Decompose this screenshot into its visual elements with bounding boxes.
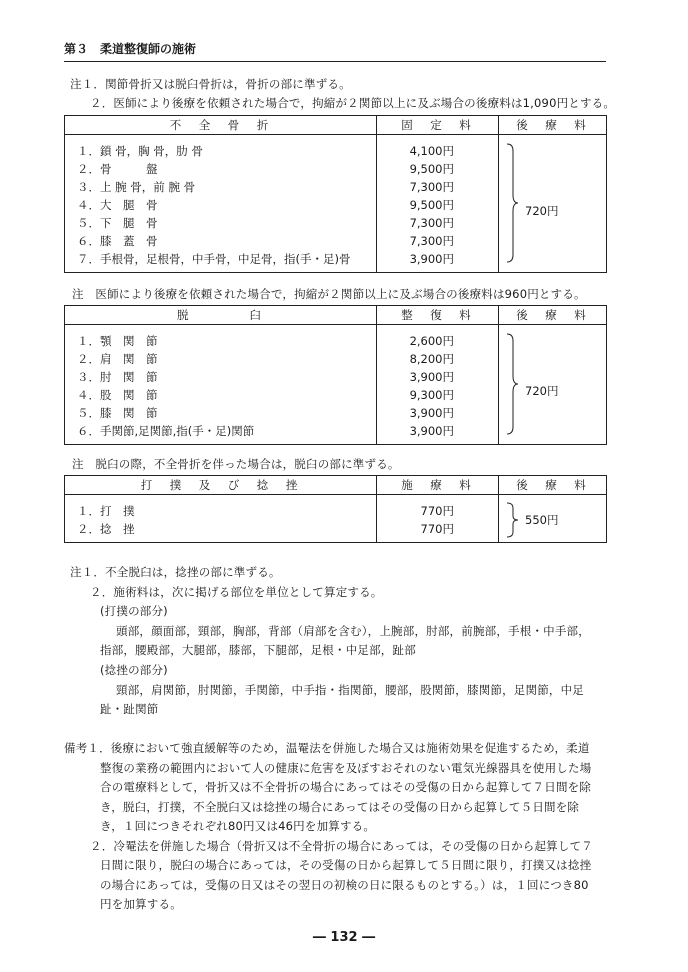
table-row-fee: 3,900円 (409, 252, 454, 266)
table-row-fee: 3,900円 (409, 406, 454, 420)
table-row-fee: 7,300円 (409, 216, 454, 230)
remark-line: 備考１．後療において強直緩解等のため，温罨法を併施した場合又は施術効果を促進するため，柔道 (64, 741, 590, 755)
col-header: 後 療 料 (499, 116, 607, 135)
bruise-sprain-table (64, 475, 607, 543)
table-row-item: ２．捻 挫 (77, 522, 135, 536)
table-row-fee: 9,500円 (409, 198, 454, 212)
table-row-fee: 8,200円 (409, 352, 454, 366)
col-header: 施 療 料 (377, 476, 499, 495)
table-row-fee: 4,100円 (409, 144, 454, 158)
col-header: 後 療 料 (499, 476, 607, 495)
item-column (65, 325, 377, 445)
fee-column (377, 325, 499, 445)
brace-icon (505, 502, 519, 538)
note-subheading: (捻挫の部分) (100, 663, 168, 677)
table-row-fee: 9,500円 (409, 162, 454, 176)
note-line: 指部，腰殿部，大腿部，膝部，下腿部，足根・中足部，趾部 (100, 643, 416, 657)
item-column (65, 495, 377, 543)
remark-line: 日間に限り，脱臼の場合にあっては，その受傷の日から起算して５日間に限り，打撲又は捻挫 (100, 858, 592, 872)
table-row-item: ３．上 腕 骨，前 腕 骨 (77, 180, 196, 194)
page-number: ― 132 ― (312, 930, 376, 945)
col-header: 整 復 料 (377, 306, 499, 325)
table-row-fee: 7,300円 (409, 180, 454, 194)
col-header: 脱 臼 (65, 306, 377, 325)
table-row-fee: 770円 (420, 522, 454, 536)
table-row-item: ５．膝 関 節 (77, 406, 158, 420)
table-row-item: ４．大 腿 骨 (77, 198, 158, 212)
fracture-table (64, 115, 607, 273)
remark-line: ２．冷罨法を併施した場合（骨折又は不全骨折の場合にあっては，その受傷の日から起算して７ (90, 839, 593, 853)
table-row-item: ２．肩 関 節 (77, 352, 158, 366)
table-row-fee: 9,300円 (409, 388, 454, 402)
table-row-item: ６．手関節,足関節,指(手・足)関節 (77, 424, 255, 438)
aftercare-fee: 550円 (525, 513, 559, 527)
col-header: 不 全 骨 折 (65, 116, 377, 135)
table-row-item: ７．手根骨，足根骨，中手骨，中足骨，指(手・足)骨 (77, 252, 351, 266)
note-line: 趾・趾関節 (100, 702, 159, 716)
note-line: 注 脱臼の際，不全骨折を伴った場合は，脱臼の部に準ずる。 (72, 457, 400, 471)
col-header: 打 撲 及 び 捻 挫 (65, 476, 377, 495)
table-row-item: ５．下 腿 骨 (77, 216, 158, 230)
table-row-fee: 3,900円 (409, 424, 454, 438)
brace-icon (505, 143, 519, 263)
table-row-item: ２．骨 盤 (77, 162, 158, 176)
aftercare-column (499, 135, 607, 273)
note-line: ２．施術料は，次に掲げる部位を単位として算定する。 (90, 585, 383, 599)
table-row-fee: 7,300円 (409, 234, 454, 248)
table-row-item: １．顎 関 節 (77, 334, 158, 348)
note-subheading: (打撲の部分) (100, 604, 168, 618)
table-row-fee: 3,900円 (409, 370, 454, 384)
note-line: 頭部，顔面部，頸部，胸部，背部（肩部を含む），上腕部，肘部，前腕部，手根・中手部， (116, 624, 590, 638)
page-header: 第３ 柔道整復師の施術 (64, 40, 606, 62)
table-row-item: ３．肘 関 節 (77, 370, 158, 384)
remark-line: き，１回につきそれぞれ80円又は46円を加算する。 (100, 819, 376, 833)
aftercare-column (499, 325, 607, 445)
remark-line: き，脱臼，打撲，不全脱臼又は捻挫の場合にあってはその受傷の日から起算して５日間を除 (100, 800, 580, 814)
aftercare-fee: 720円 (525, 384, 559, 398)
note-line: 頸部，肩関節，肘関節，手関節，中手指・指関節，腰部，股関節，膝関節，足関節，中足 (116, 683, 584, 697)
table-row-item: ４．股 関 節 (77, 388, 158, 402)
table-row-item: １．鎖 骨，胸 骨，肋 骨 (77, 144, 203, 158)
item-column (65, 135, 377, 273)
note-line: 注１．関節骨折又は脱臼骨折は，骨折の部に準ずる。 (70, 77, 351, 91)
aftercare-column (499, 495, 607, 543)
col-header: 後 療 料 (499, 306, 607, 325)
remark-line: の場合にあっては，受傷の日又はその翌日の初検の日に限るものとする。）は，１回につき80 (100, 878, 589, 892)
note-line: 注 医師により後療を依頼された場合で，拘縮が２関節以上に及ぶ場合の後療料は960円とする。 (72, 287, 586, 301)
table-row-fee: 2,600円 (409, 334, 454, 348)
fee-column (377, 495, 499, 543)
remark-line: 円を加算する。 (100, 897, 182, 911)
remark-line: 合の電療料として，骨折又は不全骨折の場合にあってはその受傷の日から起算して７日間を除 (100, 780, 592, 794)
dislocation-table (64, 305, 607, 445)
table-row-item: １．打 撲 (77, 504, 135, 518)
note-line: 注１．不全脱臼は，捻挫の部に準ずる。 (70, 565, 281, 579)
note-line: ２．医師により後療を依頼された場合で，拘縮が２関節以上に及ぶ場合の後療料は1,090円とする。 (90, 96, 616, 110)
col-header: 固 定 料 (377, 116, 499, 135)
remark-line: 整復の業務の範囲内において人の健康に危害を及ぼすおそれのない電気光線器具を使用した場 (100, 761, 592, 775)
table-row-fee: 770円 (420, 504, 454, 518)
table-row-item: ６．膝 蓋 骨 (77, 234, 158, 248)
fee-column (377, 135, 499, 273)
aftercare-fee: 720円 (525, 204, 559, 218)
brace-icon (505, 333, 519, 435)
